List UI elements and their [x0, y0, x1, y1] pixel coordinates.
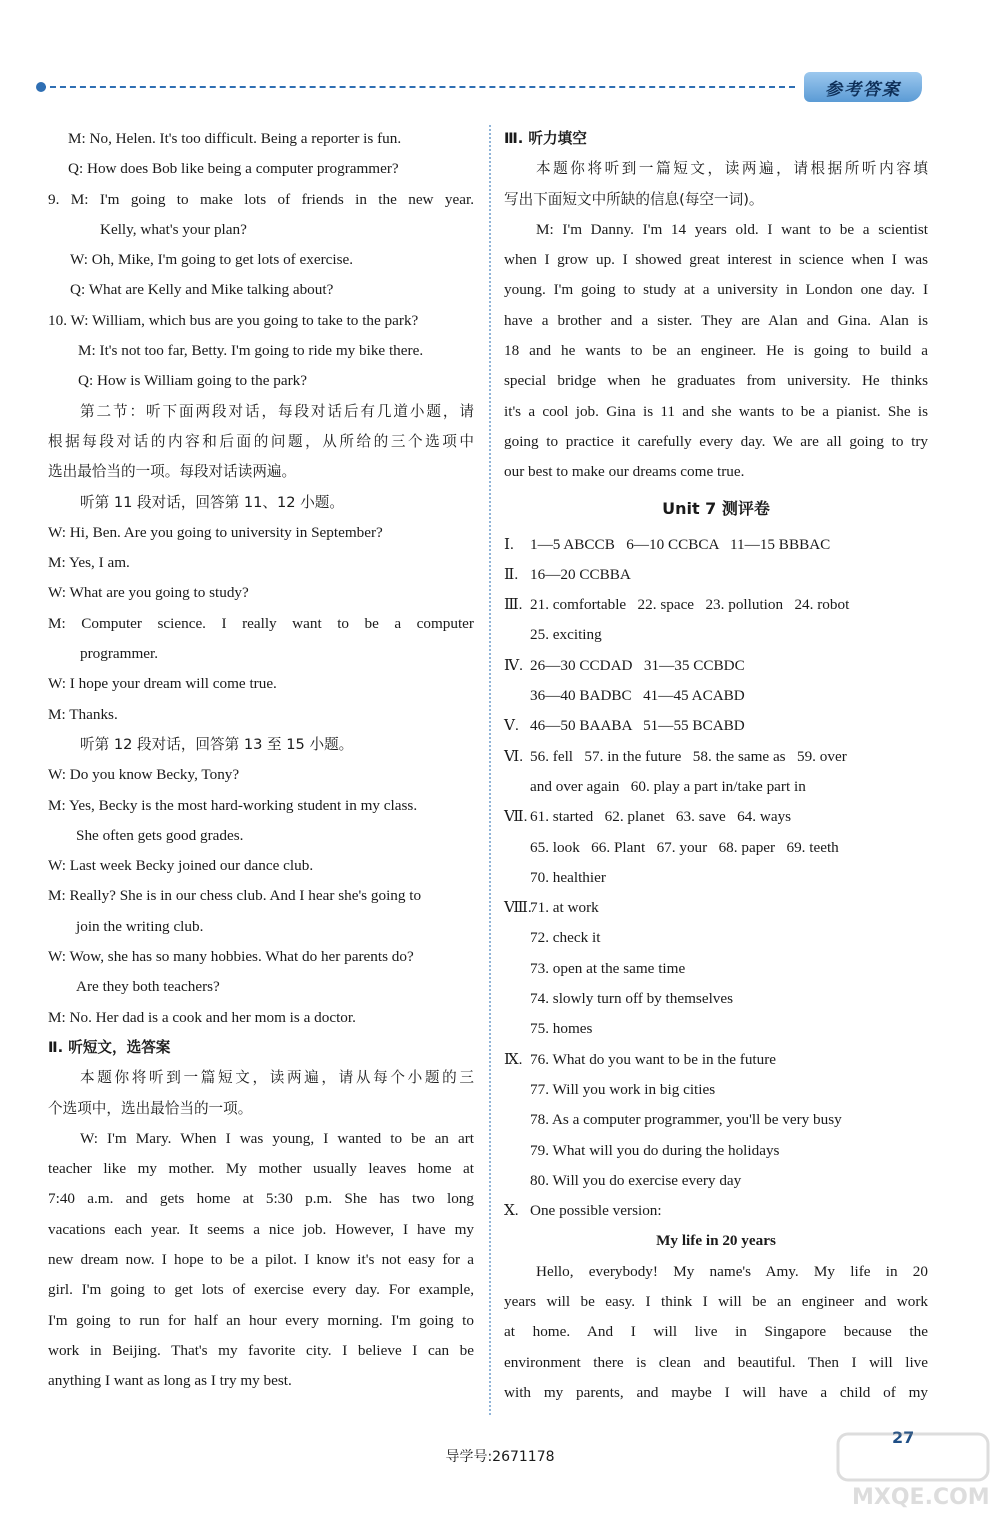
text-line: Ⅱ. 听短文，选答案 [48, 1038, 171, 1056]
answer-text: 73. open at the same time [530, 959, 686, 977]
section-number: Ⅲ. [504, 596, 523, 614]
text-line: M: I'm Danny. I'm 14 years old. I want to be a scientist [536, 220, 928, 238]
answer-text: 16—20 CCBBA [530, 565, 631, 583]
answer-row [504, 681, 928, 711]
right-column [504, 124, 928, 1408]
text-line: 个选项中，选出最恰当的一项。 [48, 1099, 253, 1117]
watermark-logo [832, 1426, 1000, 1516]
text-line: have a brother and a sister. They are Alan and Gina. Alan is [504, 311, 928, 329]
answer-row [504, 711, 928, 741]
answer-text: 26—30 CCDAD 31—35 CCBDC [530, 656, 745, 674]
text-line: Are they both teachers? [76, 978, 220, 996]
text-line: 写出下面短文中所缺的信息(每空一词)。 [504, 190, 764, 208]
answer-row [504, 1136, 928, 1166]
text-line: W: Do you know Becky, Tony? [48, 766, 240, 784]
page-header [40, 72, 930, 112]
answer-row [504, 984, 928, 1014]
answer-text: 61. started 62. planet 63. save 64. ways [530, 808, 792, 826]
section-number: Ⅷ. [504, 899, 532, 917]
text-line: W: What are you going to study? [48, 584, 249, 602]
text-line: join the writing club. [76, 917, 204, 935]
page-number: 27 [892, 1428, 915, 1447]
text-line: girl. I'm going to get lots of exercise every day. For example, [48, 1281, 474, 1299]
text-line: young. I'm going to study at a university in London one day. I [504, 281, 928, 299]
section-number: Ⅶ. [504, 808, 528, 826]
text-line: work in Beijing. That's my favorite city. I believe I can be [48, 1341, 474, 1359]
answer-text: 70. healthier [530, 868, 606, 886]
answer-text: and over again 60. play a part in/take part in [530, 777, 806, 795]
text-line: M: Thanks. [48, 705, 118, 723]
answer-text: 21. comfortable 22. space 23. pollution 24. robot [530, 596, 850, 614]
answer-text: 72. check it [530, 929, 601, 947]
answer-row [504, 833, 928, 863]
answer-text: 75. homes [530, 1020, 593, 1038]
text-line: M: Computer science. I really want to be a computer [48, 614, 474, 632]
answer-text: 78. As a computer programmer, you'll be very busy [530, 1111, 842, 1129]
text-line: W: I hope your dream will come true. [48, 675, 277, 693]
text-line: special bridge when he graduates from university. He thinks [504, 372, 928, 390]
answer-text: 1—5 ABCCB 6—10 CCBCA 11—15 BBBAC [530, 535, 831, 553]
section-number: Ⅱ. [504, 565, 519, 583]
text-line: M: Yes, Becky is the most hard-working student in my class. [48, 796, 418, 814]
answer-text: 25. exciting [530, 626, 602, 644]
text-line: Kelly, what's your plan? [100, 220, 247, 238]
answer-text: 77. Will you work in big cities [530, 1080, 716, 1098]
text-line: with my parents, and maybe I will have a child of my [504, 1383, 928, 1401]
answer-text: 74. slowly turn off by themselves [530, 990, 734, 1008]
text-line: vacations each year. It seems a nice job. However, I have my [48, 1220, 474, 1238]
answer-row [504, 802, 928, 832]
text-line: M: Yes, I am. [48, 554, 130, 572]
text-line: programmer. [80, 645, 159, 663]
text-line: Q: What are Kelly and Mike talking about? [70, 281, 334, 299]
answer-text: 65. look 66. Plant 67. your 68. paper 69. teeth [530, 838, 839, 856]
text-line: Hello, everybody! My name's Amy. My life in 20 [536, 1262, 928, 1280]
text-line: W: Oh, Mike, I'm going to get lots of exercise. [70, 251, 354, 269]
text-line: 听第 12 段对话，回答第 13 至 15 小题。 [80, 735, 354, 753]
text-line: W: I'm Mary. When I was young, I wanted to be an art [80, 1129, 474, 1147]
text-line: it's a cool job. Gina is 11 and she wants to be a pianist. She is [504, 402, 928, 420]
text-line: M: No. Her dad is a cook and her mom is a doctor. [48, 1008, 356, 1026]
text-line: M: Really? She is in our chess club. And I hear she's going to [48, 887, 422, 905]
text-line: our best to make our dreams come true. [504, 463, 745, 481]
answer-row [504, 590, 928, 620]
text-line: M: It's not too far, Betty. I'm going to ride my bike there. [78, 342, 424, 360]
answer-row [504, 651, 928, 681]
text-line: 10. W: William, which bus are you going to take to the park? [48, 311, 419, 329]
text-line: 本题你将听到一篇短文，读两遍，请根据所听内容填 [536, 160, 928, 178]
answer-text: 36—40 BADBC 41—45 ACABD [530, 687, 745, 705]
text-line: anything I want as long as I try my best. [48, 1372, 292, 1390]
answer-row [504, 560, 928, 590]
text-line: Q: How is William going to the park? [78, 372, 307, 390]
section-number: Ⅸ. [504, 1050, 523, 1068]
text-line: 根据每段对话的内容和后面的问题，从所给的三个选项中 [48, 432, 474, 450]
unit-title: Unit 7 测评卷 [662, 498, 770, 518]
text-line: W: Wow, she has so many hobbies. What do her parents do? [48, 948, 414, 966]
answer-text: One possible version: [530, 1202, 662, 1220]
essay-title: My life in 20 years [656, 1232, 776, 1250]
section-number: Ⅹ. [504, 1202, 519, 1220]
text-line: going to practice it carefully every day. We are all going to try [504, 432, 928, 450]
text-line: 本题你将听到一篇短文，读两遍，请从每个小题的三 [80, 1069, 474, 1087]
answer-text: 80. Will you do exercise every day [530, 1171, 742, 1189]
answer-row [504, 620, 928, 650]
answer-text: 71. at work [530, 899, 599, 917]
section-number: Ⅵ. [504, 747, 524, 765]
answer-row [504, 893, 928, 923]
answer-row [504, 1166, 928, 1196]
text-line: when I grow up. I showed great interest in science when I was [504, 251, 928, 269]
text-line: I'm going to run for half an hour every morning. I'm going to [48, 1311, 474, 1329]
text-line: 18 and he wants to be an engineer. He is going to build a [504, 342, 928, 360]
header-dashed-line [40, 86, 795, 88]
text-line: W: Last week Becky joined our dance club. [48, 857, 314, 875]
text-line: new dream now. I hope to be a pilot. I know it's not easy for a [48, 1250, 474, 1268]
text-line: Q: How does Bob like being a computer programmer? [68, 160, 399, 178]
answer-row [504, 863, 928, 893]
answer-text: 46—50 BAABA 51—55 BCABD [530, 717, 745, 735]
listening-fill-section [504, 124, 928, 488]
text-line: Ⅲ. 听力填空 [504, 130, 587, 147]
left-column [48, 124, 474, 1396]
text-line: 第二节：听下面两段对话，每段对话后有几道小题，请 [80, 402, 474, 420]
answer-row [504, 1105, 928, 1135]
answer-list [504, 530, 928, 1227]
text-line: M: No, Helen. It's too difficult. Being a reporter is fun. [68, 130, 402, 147]
answer-row [504, 772, 928, 802]
footer-code: 导学号:2671178 [445, 1449, 555, 1465]
answer-text: 79. What will you do during the holidays [530, 1141, 780, 1159]
text-line: teacher like my mother. My mother usually leaves home at [48, 1160, 474, 1178]
answer-row [504, 954, 928, 984]
text-line: at home. And I will live in Singapore because the [504, 1323, 928, 1341]
answer-text: 56. fell 57. in the future 58. the same as 59. over [530, 747, 847, 765]
answer-row [504, 1196, 928, 1226]
text-line: environment there is clean and beautiful. Then I will live [504, 1353, 928, 1371]
answer-row [504, 1075, 928, 1105]
text-line: years will be easy. I think I will be an engineer and work [504, 1292, 928, 1310]
section-number: Ⅴ. [504, 717, 519, 735]
text-line: W: Hi, Ben. Are you going to university in September? [48, 523, 383, 541]
column-divider [489, 125, 491, 1415]
text-line: 选出最恰当的一项。每段对话读两遍。 [48, 463, 297, 481]
answer-row [504, 923, 928, 953]
answer-row [504, 1014, 928, 1044]
watermark-text: MXQE.COM [852, 1485, 990, 1510]
answer-row [504, 742, 928, 772]
text-line: 7:40 a.m. and gets home at 5:30 p.m. She has two long [48, 1190, 474, 1208]
section-number: Ⅰ. [504, 535, 514, 553]
text-line: 9. M: I'm going to make lots of friends in the new year. [48, 190, 474, 208]
text-line: She often gets good grades. [76, 826, 244, 844]
answer-text: 76. What do you want to be in the future [530, 1050, 777, 1068]
text-line: 听第 11 段对话，回答第 11、12 小题。 [80, 493, 344, 511]
answer-row [504, 530, 928, 560]
answer-key-badge: 参考答案 [804, 72, 922, 102]
answer-row [504, 1045, 928, 1075]
essay-body [504, 1257, 928, 1408]
section-number: Ⅳ. [504, 656, 523, 674]
